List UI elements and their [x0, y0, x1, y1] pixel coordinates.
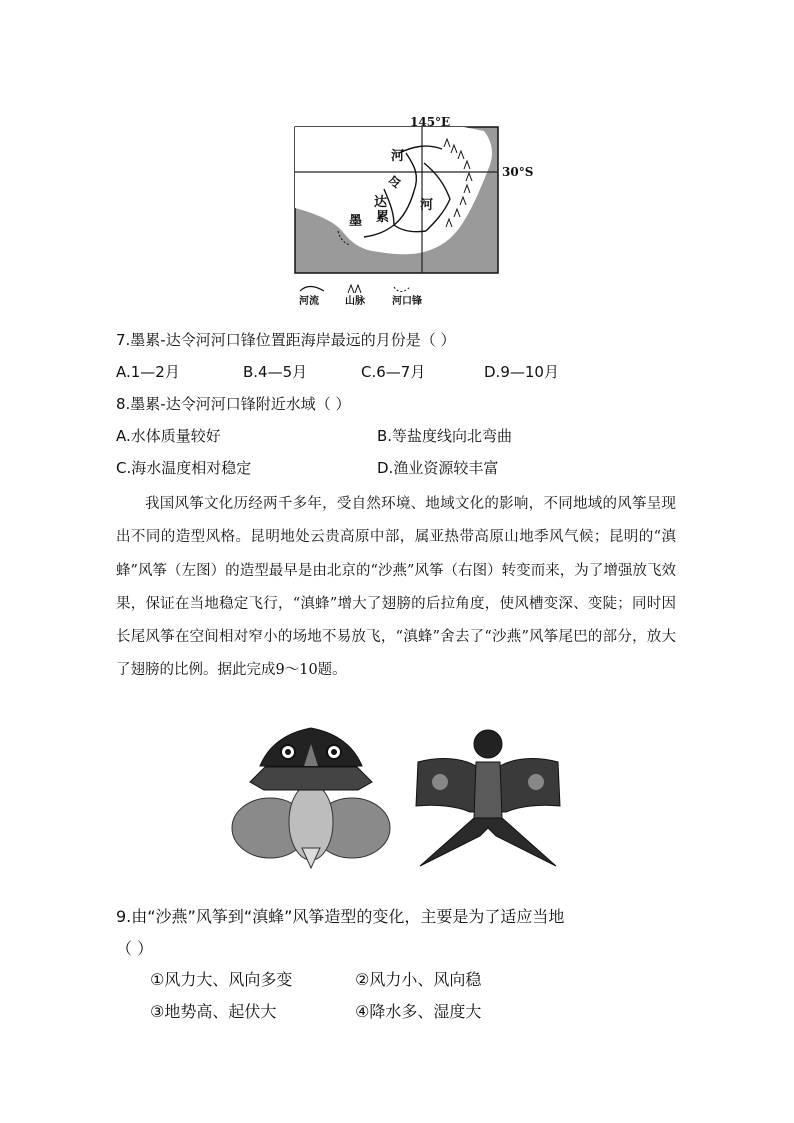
- river-char-2: 令: [388, 176, 402, 191]
- dian-bee-kite-image: [232, 728, 390, 868]
- kite-passage: 我国风筝文化历经两千多年，受自然环境、地域文化的影响，不同地域的风筝呈现出不同的造型风格。昆明地处云贵高原中部，属亚热带高原山地季风气候；昆明的“滇蜂”风筝（左图）的造型最早是由北京的“沙燕”风筝（右图）转变而来，为了增强放飞效果，保证在当地稳定飞行，“滇蜂”增大了翅膀的后拉角度，使风槽变深、变陡；同时因长尾风筝在空间相对窄小的场地不易放飞，“滇蜂”舍去了“沙燕”风筝尾巴的部分，放大了翅膀的比例。据此完成9～10题。: [116, 496, 676, 679]
- q9-option-3: ③地势高、起伏大: [150, 1002, 277, 1021]
- q8-option-d: D.渔业资源较丰富: [377, 459, 499, 477]
- q7-option-a: A.1—2月: [116, 363, 180, 381]
- legend-mountain-label: 山脉: [345, 296, 365, 307]
- question-7-stem: 7.墨累-达令河河口锋位置距海岸最远的月份是（ ）: [116, 331, 456, 349]
- river-char-6: 河: [420, 198, 434, 213]
- river-char-5: 累: [376, 210, 390, 225]
- longitude-label: 145°E: [410, 115, 451, 129]
- river-icon: [300, 287, 324, 292]
- q8-option-c: C.海水温度相对稳定: [116, 459, 252, 477]
- mountain-icon: [348, 285, 361, 293]
- question-9-stem-line1: 9.由“沙燕”风筝到“滇蜂”风筝造型的变化，主要是为了适应当地: [116, 907, 565, 926]
- q9-option-4: ④降水多、湿度大: [355, 1002, 482, 1021]
- q9-option-2: ②风力小、风向稳: [355, 970, 482, 989]
- sha-yan-kite-image: [416, 730, 560, 866]
- q7-option-d: D.9—10月: [484, 363, 559, 381]
- q9-option-1: ①风力大、风向多变: [150, 970, 293, 989]
- map-legend: [299, 285, 422, 307]
- estuary-front-icon: [394, 287, 410, 292]
- river-char-4: 墨: [349, 214, 363, 229]
- legend-estuary-label: 河口锋: [392, 296, 422, 307]
- kite-figures: [230, 722, 565, 870]
- q7-option-b: B.4—5月: [243, 363, 308, 381]
- q8-option-b: B.等盐度线向北弯曲: [377, 427, 513, 445]
- question-9-stem-line2: （ ）: [116, 939, 154, 958]
- legend-river-label: 河流: [299, 296, 319, 307]
- q7-option-c: C.6—7月: [361, 363, 426, 381]
- murray-darling-map: [294, 113, 544, 308]
- question-8-stem: 8.墨累-达令河河口锋附近水域（ ）: [116, 395, 351, 413]
- q8-option-a: A.水体质量较好: [116, 427, 221, 445]
- river-char-3: 达: [374, 195, 388, 210]
- river-char-1: 河: [391, 149, 405, 164]
- latitude-label: 30°S: [502, 165, 534, 179]
